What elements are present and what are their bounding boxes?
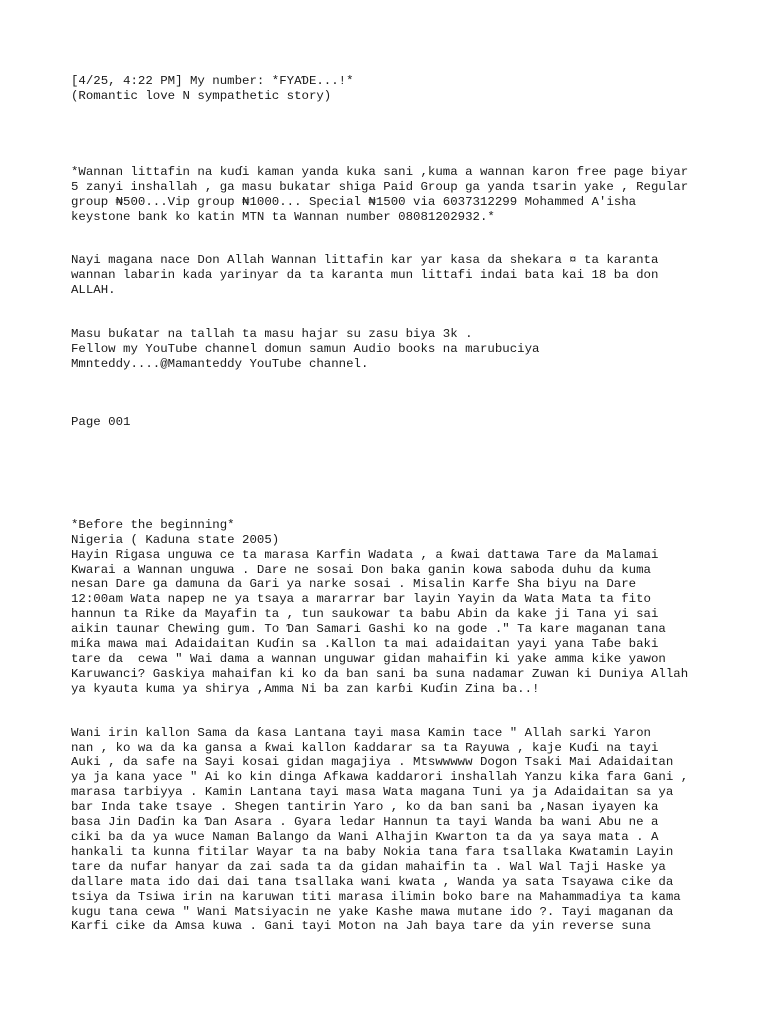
story-paragraph [71,726,731,935]
message-timestamp-title: [4/25, 4:22 PM] My number: *FYAƊE...!* [71,74,354,88]
story-subtitle: (Romantic love N sympathetic story) [71,88,332,103]
paragraph-line: ya ja kana yace " Ai ko kin dinga Afkawa kaddarori inshallah Yanzu kika fara Gani , [71,770,689,785]
document-header [71,74,731,104]
paragraph-line: dallare mata ido dai dai tana tsallaka wani kwata , Wanda ya sata Tsayawa cike da [71,874,674,889]
paragraph-line: miƙa mawa mai Adaidaitan Kuɗin sa .Kallon ta mai adaidaitan yayi yana Taɓe baki [71,637,659,652]
promo-line: Fellow my YouTube channel domun samun Audio books na marubuciya [71,342,540,357]
paragraph-line: 12:00am Wata napep ne ya tsaya a mararrar bar layin Yayin da Wata Mata ta fito [71,592,651,607]
chapter-title: *Before the beginning* [71,517,235,532]
paragraph-line: tare da nufar hanyar da zai sada ta da gidan mahaifin ta . Wal Wal Taji Haske ya [71,859,666,874]
paragraph-line: Kwarai a Wannan unguwa . Dare ne sosai Don baka ganin kowa saboda duhu da kuma [71,562,651,577]
paragraph-line: ya kyauta kuma ya shirya ,Amma Ni ba zan karɓi Kuɗin Zina ba..! [71,681,540,696]
age-notice-line: ALLAH. [71,283,116,298]
paragraph-line: Karfi cike da Amsa kuwa . Gani tayi Moton na Jah baya tare da yin reverse suna [71,919,651,934]
notice-line: *Wannan littafin na kuɗi kaman yanda kuka sani ,kuma a wannan karon free page biyar [71,164,689,179]
paragraph-line: ciki ba da ya wuce Naman Balango da Wani Alhajin Kwarton ta da ya saya mata . A [71,830,659,844]
notice-line: keystone bank ko katin MTN ta Wannan number 08081202932.* [71,209,495,224]
chapter-location: Nigeria ( Kaduna state 2005) [71,532,280,547]
paragraph-line: tsiya da Tsiwa irin na karuwan titi marasa ilimin boko bare na Mahammadiya ta kama [71,889,681,904]
promo-notice [71,327,731,372]
paragraph-line: nesan Dare ga damuna da Gari ya narke sosai . Misalin Karfe Sha biyu na Dare [71,577,637,592]
page-number-label: Page 001 [71,414,131,429]
promo-line: Mmnteddy....@Mamanteddy YouTube channel. [71,356,369,371]
paragraph-line: marasa tarbiyya . Kamin Lantana tayi masa Wata magana Tuni ya ja Adaidaitan sa ya [71,785,674,800]
paragraph-line: nan , ko wa da ka gansa a ƙwai kallon ƙaddarar sa ta Rayuwa , kaje Kuɗi na tayi [71,740,659,755]
notice-line: 5 zanyi inshallah , ga masu bukatar shiga Paid Group ga yanda tsarin yake , Regular [71,179,689,194]
paragraph-line: Auki , da safe na Sayi kosai gidan magajiya . Mtswwwww Dogon Tsaki Mai Adaidaitan [71,755,674,770]
age-notice-line: wannan labarin kada yarinyar da ta karanta mun littafi indai bata kai 18 ba don [71,268,659,283]
paragraph-line: bar Inda take tsaye . Shegen tantirin Yaro , ko da ban sani ba ,Nasan iyayen ka [71,800,659,815]
paragraph-line: Karuwanci? Gaskiya mahaifan ki ko da ban sani ba suna nadamar Zuwan ki Duniya Allah [71,666,689,681]
age-notice [71,253,731,298]
document-page [71,74,731,934]
paragraph-line: kugu tana cewa " Wani Matsiyacin ne yake Kashe mawa mutane ido ?. Tayi maganan da [71,904,674,919]
paragraph-line: tare da cewa " Wai dama a wannan unguwar gidan mahaifin ki yake amma kike yawon [71,651,666,666]
paragraph-line: hankali ta kunna fitilar Wayar ta na baby Nokia tana fara tsallaka Kwatamin Layin [71,844,674,859]
paragraph-line: aikin taunar Chewing gum. To Ɗan Samari Gashi ko na gode ." Ta kare maganan tana [71,622,666,637]
paragraph-line: basa Jin Daɗin ka Ɗan Asara . Gyara ledar Hannun ta tayi Wanda ba wani Abu ne a [71,815,659,830]
age-notice-line: Nayi magana nace Don Allah Wannan littafin kar yar kasa da shekara ¤ ta karanta [71,253,659,268]
paragraph-line: Hayin Rigasa unguwa ce ta marasa Karfin Wadata , a ƙwai dattawa Tare da Malamai [71,547,659,562]
paragraph-line: hannun ta Rike da Mayafin ta , tun saukowar ta babu Abin da kake ji Tana yi sai [71,607,659,622]
paragraph-line: Wani irin kallon Sama da ƙasa Lantana tayi masa Kamin tace " Allah sarki Yaron [71,725,651,740]
payment-notice [71,165,731,225]
notice-line: group ₦500...Vip group ₦1000... Special ₦1500 via 6037312299 Mohammed A'isha [71,194,637,209]
promo-line: Masu buƙatar na tallah ta masu hajar su zasu biya 3k . [71,327,473,342]
chapter-section [71,518,731,697]
